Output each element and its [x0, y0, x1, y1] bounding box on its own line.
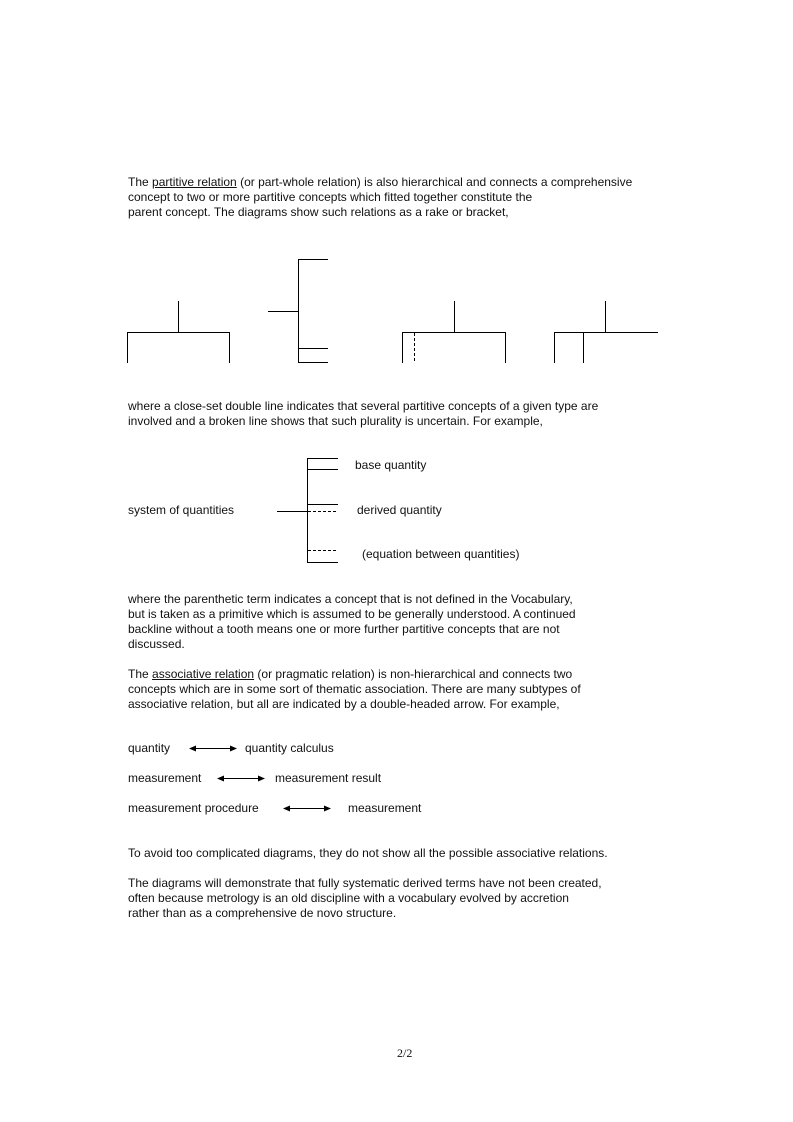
parenthetic-line-3: backline without a tooth means one or more further partitive concepts that are not	[128, 622, 560, 636]
associative-line-2: concepts which are in some sort of thematic association. There are many subtypes of	[128, 682, 581, 696]
partitive-relation-term: partitive relation	[152, 175, 237, 189]
plurality-line-1: where a close-set double line indicates that several partitive concepts of a given type are	[128, 399, 599, 413]
double-arrow-icon	[217, 773, 265, 783]
pair-1-left: quantity	[128, 741, 171, 755]
pair-3-left: measurement procedure	[128, 801, 259, 815]
avoid-note: To avoid too complicated diagrams, they do not show all the possible associative relations.	[128, 846, 608, 860]
rake-uncertain	[402, 301, 506, 363]
intro-line-1: The partitive relation (or part-whole relation) is also hierarchical and connects a comprehensive	[128, 175, 633, 189]
rake-simple	[127, 301, 230, 363]
example-child-equation: (equation between quantities)	[362, 547, 520, 561]
plurality-line-2: involved and a broken line shows that such plurality is uncertain. For example,	[128, 414, 543, 428]
associative-relation-term: associative relation	[152, 667, 255, 681]
double-arrow-icon	[189, 743, 237, 753]
example-child-derived: derived quantity	[357, 503, 442, 517]
rake-bracket-diagrams	[0, 250, 793, 380]
pair-3-right: measurement	[348, 801, 422, 815]
parenthetic-line-1: where the parenthetic term indicates a concept that is not defined in the Vocabulary,	[128, 592, 573, 606]
page-number: 2/2	[397, 1046, 413, 1060]
parenthetic-line-2: but is taken as a primitive which is assumed to be generally understood. A continued	[128, 607, 576, 621]
bracket	[268, 259, 328, 363]
intro-line-2: concept to two or more partitive concepts which fitted together constitute the	[128, 190, 533, 204]
intro-line-3: parent concept. The diagrams show such relations as a rake or bracket,	[128, 205, 509, 219]
pair-2-left: measurement	[128, 771, 202, 785]
closing-line-2: often because metrology is an old discipline with a vocabulary evolved by accretion	[128, 891, 569, 905]
pair-1-right: quantity calculus	[245, 741, 334, 755]
pair-2-right: measurement result	[275, 771, 382, 785]
rake-continued	[554, 301, 658, 363]
closing-line-3: rather than as a comprehensive de novo structure.	[128, 906, 397, 920]
example-child-base: base quantity	[355, 458, 427, 472]
example-root-label: system of quantities	[128, 503, 235, 517]
parenthetic-line-4: discussed.	[128, 637, 185, 651]
associative-line-3: associative relation, but all are indicated by a double-headed arrow. For example,	[128, 697, 560, 711]
closing-line-1: The diagrams will demonstrate that fully systematic derived terms have not been created,	[128, 876, 602, 890]
double-arrow-icon	[283, 803, 331, 813]
associative-line-1: The associative relation (or pragmatic relation) is non-hierarchical and connects two	[128, 667, 573, 681]
